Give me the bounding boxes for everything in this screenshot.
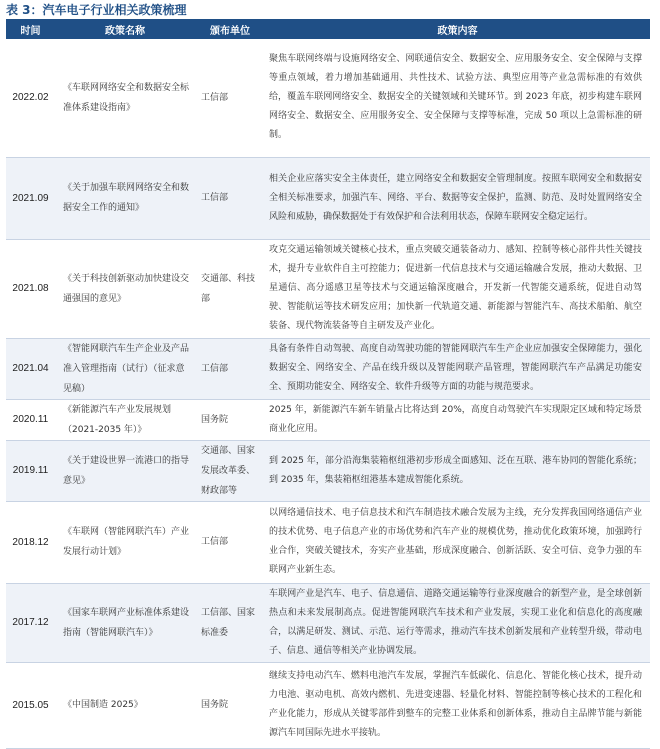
- cell-time: 2019.11: [6, 440, 55, 501]
- cell-policy-content: 以网络通信技术、电子信息技术和汽车制造技术融合发展为主线，充分发挥我国网络通信产业的技术优势、电子信息产业的市场优势和汽车产业的规模优势，推动优化政策环境，加强跨行业合作，突破关键技术，夯实产业基础，形成深度融合、创新活跃、安全可信、竞争力强的车联网产业新生态。: [265, 501, 650, 583]
- table-row: [6, 157, 650, 239]
- cell-policy-name: 《关于加强车联网网络安全和数据安全工作的通知》: [55, 157, 195, 239]
- cell-issuing-dept: 工信部: [195, 157, 265, 239]
- cell-policy-name: 《中国制造 2025》: [55, 662, 195, 748]
- cell-policy-name: 《新能源汽车产业发展规划（2021-2035 年）》: [55, 399, 195, 440]
- header-policy-name: 政策名称: [55, 20, 195, 39]
- cell-policy-name: 《关于建设世界一流港口的指导意见》: [55, 440, 195, 501]
- cell-time: 2020.11: [6, 399, 55, 440]
- table-title: 表 3：汽车电子行业相关政策梳理: [6, 3, 187, 17]
- policy-table: [6, 20, 650, 749]
- table-header-row: [6, 20, 650, 39]
- header-policy-content: 政策内容: [265, 20, 650, 39]
- cell-policy-name: 《关于科技创新驱动加快建设交通强国的意见》: [55, 239, 195, 338]
- table-row: [6, 662, 650, 748]
- table-row: [6, 399, 650, 440]
- cell-time: 2015.05: [6, 662, 55, 748]
- cell-time: 2021.08: [6, 239, 55, 338]
- cell-policy-content: 继续支持电动汽车、燃料电池汽车发展，掌握汽车低碳化、信息化、智能化核心技术，提升动力电池、驱动电机、高效内燃机、先进变速器、轻量化材料、智能控制等核心技术的工程化和产业化能力，形成从关键零部件到整车的完整工业体系和创新体系，推动自主品牌节能与新能源汽车同国际先进水平接轨。: [265, 662, 650, 748]
- cell-policy-name: 《车联网网络安全和数据安全标准体系建设指南》: [55, 39, 195, 157]
- table-row: [6, 338, 650, 399]
- cell-issuing-dept: 工信部、国家标准委: [195, 583, 265, 662]
- cell-time: 2017.12: [6, 583, 55, 662]
- cell-issuing-dept: 工信部: [195, 39, 265, 157]
- cell-issuing-dept: 工信部: [195, 501, 265, 583]
- cell-issuing-dept: 工信部: [195, 338, 265, 399]
- cell-policy-content: 相关企业应落实安全主体责任，建立网络安全和数据安全管理制度。按照车联网安全和数据安全相关标准要求，加强汽车、网络、平台、数据等安全保护，监测、防范、及时处置网络安全风险和威胁，确保数据处于有效保护和合法利用状态，保障车联网安全稳定运行。: [265, 157, 650, 239]
- cell-time: 2022.02: [6, 39, 55, 157]
- table-row: [6, 239, 650, 338]
- cell-time: 2021.09: [6, 157, 55, 239]
- cell-policy-name: 《国家车联网产业标准体系建设指南（智能网联汽车）》: [55, 583, 195, 662]
- cell-issuing-dept: 国务院: [195, 662, 265, 748]
- table-row: [6, 440, 650, 501]
- cell-issuing-dept: 交通部、科技部: [195, 239, 265, 338]
- cell-time: 2021.04: [6, 338, 55, 399]
- header-issuing-dept: 颁布单位: [195, 20, 265, 39]
- cell-policy-name: 《车联网（智能网联汽车）产业发展行动计划》: [55, 501, 195, 583]
- cell-issuing-dept: 国务院: [195, 399, 265, 440]
- cell-policy-content: 攻克交通运输领域关键核心技术，重点突破交通装备动力、感知、控制等核心部件共性关键技术，提升专业软件自主可控能力；促进新一代信息技术与交通运输融合发展，推动大数据、卫星通信、高分遥感卫星等技术与交通运输深度融合，开发新一代智能交通系统，促进自动驾驶、智能航运等技术研发应用；加快新一代轨道交通、新能源与智能汽车、高技术船舶、航空装备、现代物流装备等自主研发及产业化。: [265, 239, 650, 338]
- cell-policy-content: 聚焦车联网终端与设施网络安全、网联通信安全、数据安全、应用服务安全、安全保障与支撑等重点领域，着力增加基础通用、共性技术、试验方法、典型应用等产业急需标准的有效供给，覆盖车联网网络安全、数据安全的关键领域和关键环节。到 2023 年底，初步构建车联网网络安全、数据安全、应用服务安全、安全保障与支撑等标准，完成 50 项以上急需标准的研制。: [265, 39, 650, 157]
- cell-policy-content: 到 2025 年，部分沿海集装箱枢纽港初步形成全面感知、泛在互联、港车协同的智能化系统；到 2035 年，集装箱枢纽港基本建成智能化系统。: [265, 440, 650, 501]
- cell-policy-content: 具备有条件自动驾驶、高度自动驾驶功能的智能网联汽车生产企业应加强安全保障能力，强化数据安全、网络安全、产品在线升级以及智能网联产品管理，智能网联汽车产品满足功能安全、预期功能安全、网络安全、软件升级等方面的功能与规范要求。: [265, 338, 650, 399]
- cell-policy-name: 《智能网联汽车生产企业及产品准入管理指南（试行）（征求意见稿）: [55, 338, 195, 399]
- cell-time: 2018.12: [6, 501, 55, 583]
- table-row: [6, 39, 650, 157]
- header-time: 时间: [6, 20, 55, 39]
- table-row: [6, 501, 650, 583]
- cell-issuing-dept: 交通部、国家发展改革委、财政部等: [195, 440, 265, 501]
- cell-policy-content: 2025 年，新能源汽车新车销量占比将达到 20%，高度自动驾驶汽车实现限定区域和特定场景商业化应用。: [265, 399, 650, 440]
- cell-policy-content: 车联网产业是汽车、电子、信息通信、道路交通运输等行业深度融合的新型产业，是全球创新热点和未来发展制高点。促进智能网联汽车技术和产业发展，实现工业化和信息化的高度融合，以满足研发、测试、示范、运行等需求，推动汽车技术创新发展和产业转型升级，带动电子、信息、通信等相关产业协调发展。: [265, 583, 650, 662]
- table-row: [6, 583, 650, 662]
